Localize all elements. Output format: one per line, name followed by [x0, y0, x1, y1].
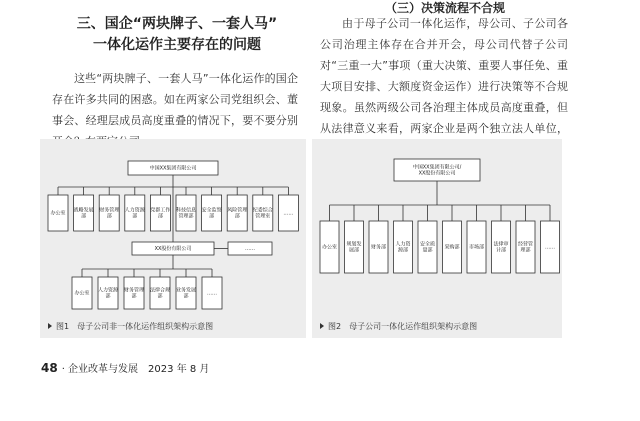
dept-label: 安全质: [419, 241, 436, 248]
triangle-marker-icon: [320, 323, 324, 329]
dept-label: 管理部: [178, 213, 194, 220]
dept-label: 量部: [422, 247, 433, 254]
sub-dept-label: 业务发展: [175, 287, 197, 294]
subsidiary-label: XX股份有限公司: [154, 246, 192, 253]
sub-heading: （三）决策流程不合规: [384, 1, 505, 15]
dept-label: 风险管理: [227, 207, 248, 214]
sub-dept-label: 部: [105, 293, 111, 300]
dept-label: 纪委综合: [252, 207, 273, 214]
dept-label: ……: [283, 210, 294, 217]
sub-dept-label: 部: [183, 293, 189, 300]
sub-dept-label: 部: [131, 293, 137, 300]
dept-label: 科技信息: [175, 207, 197, 214]
dept-label: 采购部: [444, 244, 460, 251]
figure-1-caption: 图1 母子公司非一体化运作组织架构示意图: [48, 321, 213, 332]
dept-label: 部: [132, 213, 138, 220]
figure-2-caption: 图2 母子公司一体化运作组织架构示意图: [320, 321, 477, 332]
figure-2: [312, 139, 562, 338]
sub-dept-label: 部: [157, 293, 163, 300]
dept-label: 党群工作: [150, 207, 171, 214]
dept-label: 办公室: [321, 244, 338, 251]
dept-label: 市场部: [468, 244, 485, 251]
footer-journal: · 企业改革与发展 2023 年 8 月: [61, 364, 210, 375]
dept-label: ……: [545, 244, 555, 251]
sub-dept-label: 财务管理: [123, 287, 145, 294]
side-box-label: ……: [245, 246, 255, 253]
figure-1: [40, 139, 306, 338]
dept-label: 部: [209, 213, 215, 220]
dept-label: 战略发展: [73, 207, 94, 214]
org-chart-2: [312, 139, 562, 319]
right-paragraph: 由于母子公司一体化运作，母公司、子公司各公司治理主体存在合并开会，母公司代替子公司对“三重一大”事项（重大决策、重要人事任免、重大项目安排、大额度资金运作）进行决策等不合规现象。虽然两级公司各治理主体成员高度重叠，但从法律意义来看，两家企业是两个独立法人单位，: [320, 17, 568, 135]
section-title-line2: 一体化运作主要存在的问题: [93, 37, 261, 53]
dept-label: 部: [106, 213, 112, 220]
dept-label: 经营管: [517, 241, 534, 248]
dept-label: 计部: [495, 247, 507, 254]
dept-label: 理部: [520, 247, 531, 254]
dept-label: 源部: [397, 247, 409, 254]
section-title-line1: 三、国企“两块牌子、一套人马”: [76, 16, 278, 32]
dept-label: 人力资: [395, 241, 411, 248]
dept-label: 财务管理: [99, 207, 120, 214]
merged-company-label: 中国XX集团有限公司/: [412, 164, 462, 171]
dept-label: 部: [157, 213, 163, 220]
dept-label: 安全监察: [201, 207, 222, 214]
triangle-marker-icon: [48, 323, 52, 329]
dept-label: 人力资源: [124, 207, 145, 214]
sub-dept-label: 人力资源: [97, 287, 119, 294]
sub-dept-label: 办公室: [74, 290, 90, 297]
dept-label: 管理室: [255, 213, 271, 220]
sub-dept-label: 法律合规: [149, 287, 171, 294]
dept-label: 部: [234, 213, 240, 220]
dept-label: 办公室: [50, 210, 66, 217]
org-chart-1: [40, 139, 306, 319]
page-number: 48: [41, 361, 58, 375]
sub-dept-label: ……: [207, 290, 217, 297]
left-paragraph: 这些“两块牌子、一套人马”一体化运作的国企存在许多共同的困惑。如在两家公司党组织会、董事会、经理层成员高度重叠的情况下，要不要分别: [52, 72, 298, 127]
dept-label: 财务部: [370, 244, 387, 251]
dept-label: 规划发: [346, 241, 362, 248]
top-company-label: 中国XX集团有限公司: [149, 165, 197, 172]
dept-label: 法律审: [493, 241, 509, 248]
dept-label: 部: [81, 213, 87, 220]
merged-company-label: XX股份有限公司: [418, 170, 456, 177]
page-footer: [41, 360, 209, 375]
dept-label: 展部: [348, 247, 360, 254]
